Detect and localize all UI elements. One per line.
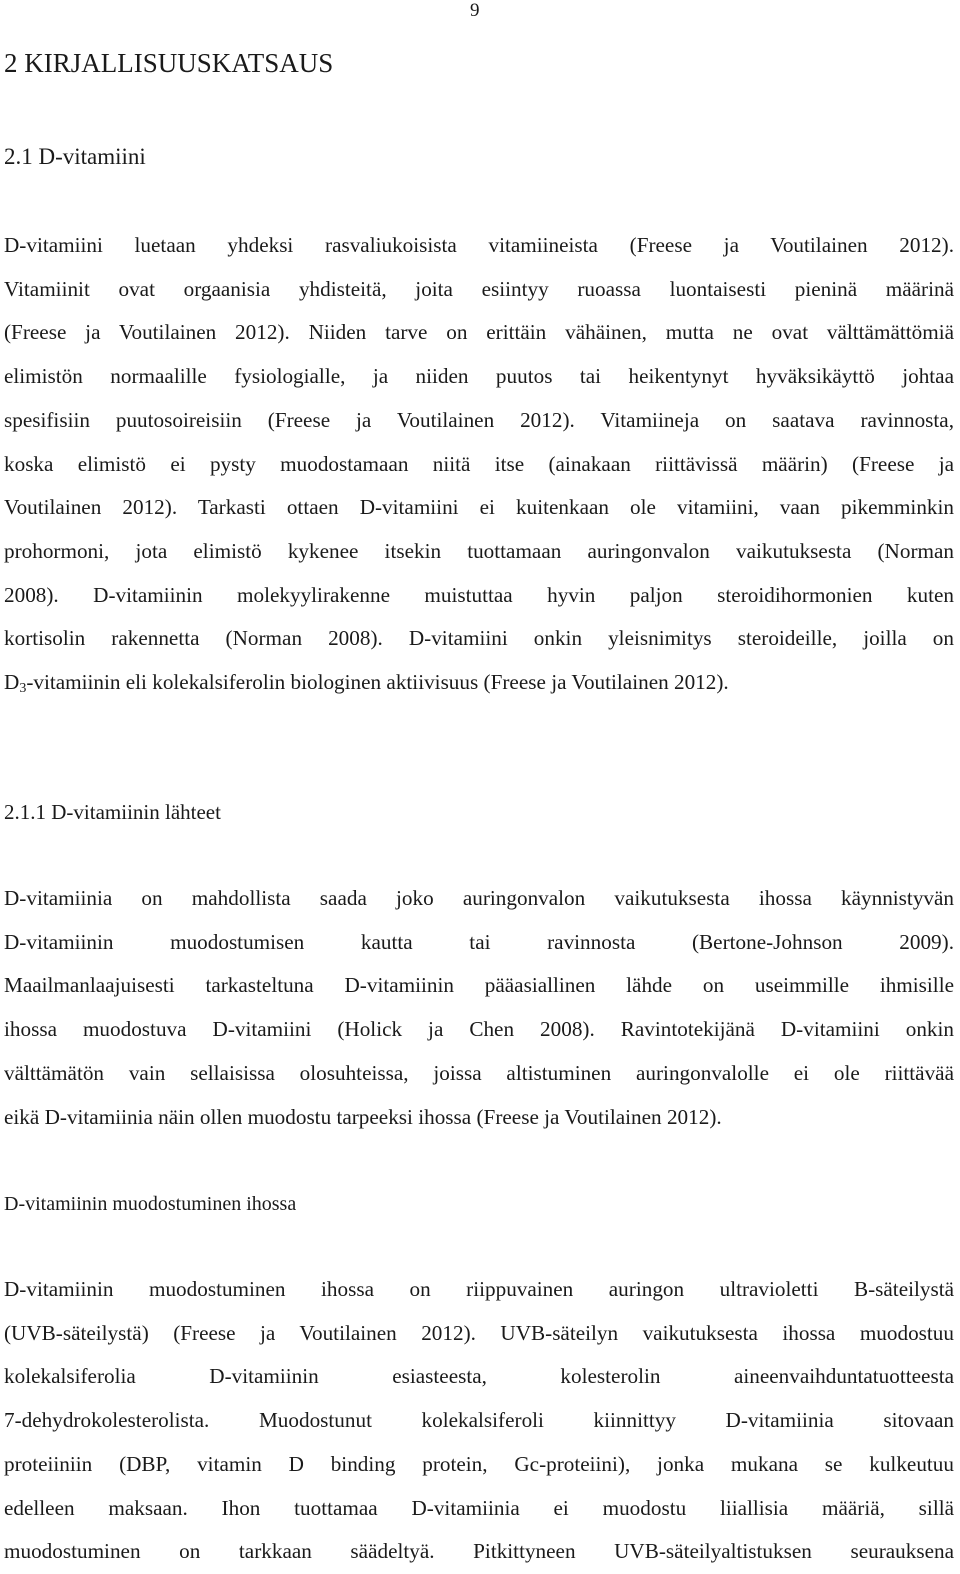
d3-subscript: 3 xyxy=(19,681,27,697)
text-line: koska elimistö ei pysty muodostamaan niitä itse (ainakaan riittävissä määrin) (Freese ja xyxy=(4,451,954,476)
text-line: D-vitamiinin muodostuminen ihossa on riippuvainen auringon ultravioletti B-säteilystä xyxy=(4,1277,954,1301)
paragraph-sources xyxy=(4,877,954,1139)
paragraph-intro xyxy=(4,224,954,711)
text-line: (UVB-säteilystä) (Freese ja Voutilainen 2012). UVB-säteilyn vaikutuksesta ihossa muodostuu xyxy=(4,1320,954,1345)
text-line: Vitamiinit ovat orgaanisia yhdisteitä, joita esiintyy ruoassa luontaisesti pieninä määrinä xyxy=(4,276,954,301)
text-line: elimistön normaalille fysiologialle, ja niiden puutos tai heikentynyt hyväksikäyttö johtaa xyxy=(4,364,954,389)
text-line: D-vitamiinin muodostumisen kautta tai ravinnosta (Bertone-Johnson 2009). xyxy=(4,929,954,954)
chapter-heading: 2 KIRJALLISUUSKATSAUS xyxy=(4,48,334,78)
text-line: spesifisiin puutosoireisiin (Freese ja Voutilainen 2012). Vitamiineja on saatava ravinnosta, xyxy=(4,407,954,432)
paragraph-skin-formation xyxy=(4,1268,954,1574)
d3-rest: -vitamiinin eli kolekalsiferolin biologinen aktiivisuus (Freese ja Voutilainen 2012). xyxy=(26,670,729,695)
text-line: (Freese ja Voutilainen 2012). Niiden tarve on erittäin vähäinen, mutta ne ovat välttämättömiä xyxy=(4,320,954,345)
text-line: kortisolin rakennetta (Norman 2008). D-vitamiini onkin yleisnimitys steroideille, joilla on xyxy=(4,626,954,651)
text-line: välttämätön vain sellaisissa olosuhteissa, joissa altistuminen auringonvalolle ei ole riittävää xyxy=(4,1060,954,1085)
text-line: 2008). D-vitamiinin molekyylirakenne muistuttaa hyvin paljon steroidihormonien kuten xyxy=(4,582,954,607)
text-line: ihossa muodostuva D-vitamiini (Holick ja Chen 2008). Ravintotekijänä D-vitamiini onkin xyxy=(4,1017,954,1042)
section-heading: 2.1 D-vitamiini xyxy=(4,144,146,169)
text-line: D-vitamiini luetaan yhdeksi rasvaliukoisista vitamiineista (Freese ja Voutilainen 2012). xyxy=(4,233,954,257)
text-line: prohormoni, jota elimistö kykenee itsekin tuottamaan auringonvalon vaikutuksesta (Norman xyxy=(4,538,954,563)
text-line: muodostuminen on tarkkaan säädeltyä. Pitkittyneen UVB-säteilyaltistuksen seurauksena xyxy=(4,1539,954,1564)
subsection-heading: 2.1.1 D-vitamiinin lähteet xyxy=(4,800,221,824)
d3-prefix: D xyxy=(4,670,20,695)
page-number: 9 xyxy=(470,0,480,21)
text-line: proteiiniin (DBP, vitamin D binding protein, Gc-proteiini), jonka mukana se kulkeutuu xyxy=(4,1451,954,1476)
text-line: edelleen maksaan. Ihon tuottamaa D-vitamiinia ei muodostu liiallisia määriä, sillä xyxy=(4,1495,954,1520)
text-line: eikä D-vitamiinia näin ollen muodostu tarpeeksi ihossa (Freese ja Voutilainen 2012). xyxy=(4,1104,722,1129)
text-line: 7-dehydrokolesterolista. Muodostunut kolekalsiferoli kiinnittyy D-vitamiinia sitovaan xyxy=(4,1408,954,1433)
subsubsection-heading: D-vitamiinin muodostuminen ihossa xyxy=(4,1193,297,1215)
text-line: kolekalsiferolia D-vitamiinin esiasteesta, kolesterolin aineenvaihduntatuotteesta xyxy=(4,1364,954,1389)
text-line: Voutilainen 2012). Tarkasti ottaen D-vitamiini ei kuitenkaan ole vitamiini, vaan pikemminkin xyxy=(4,495,954,520)
text-line xyxy=(4,661,954,711)
text-line: D-vitamiinia on mahdollista saada joko auringonvalon vaikutuksesta ihossa käynnistyvän xyxy=(4,886,954,910)
text-line: Maailmanlaajuisesti tarkasteltuna D-vitamiinin pääasiallinen lähde on useimmille ihmisille xyxy=(4,973,954,998)
